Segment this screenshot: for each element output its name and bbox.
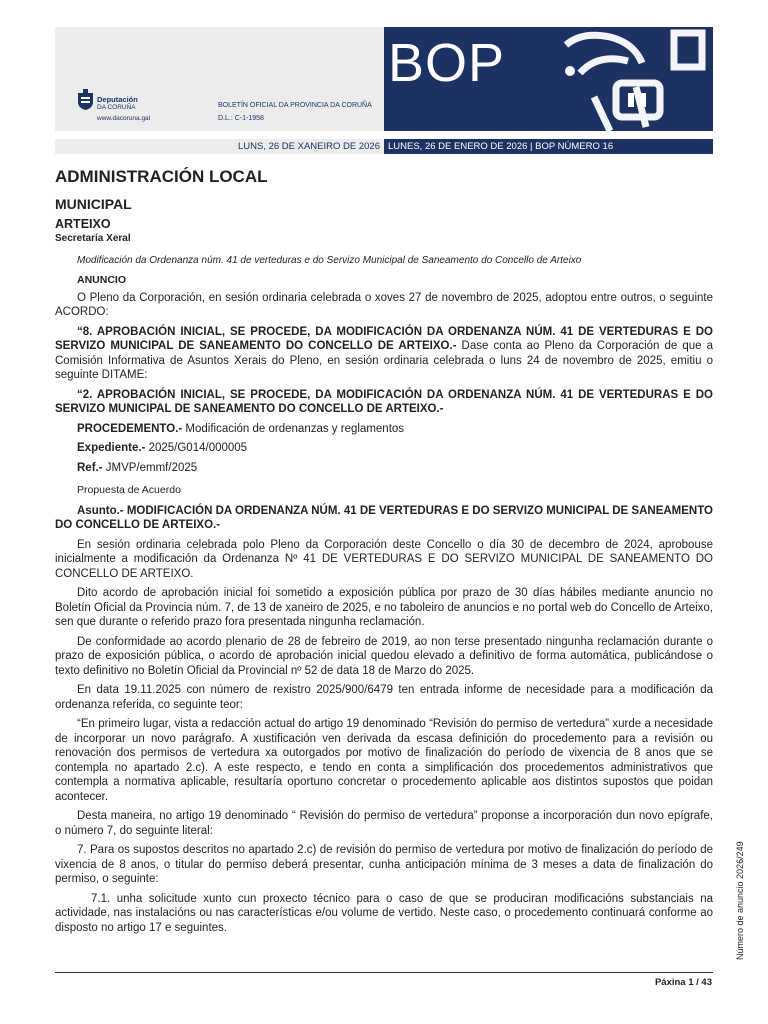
municipality-heading: ARTEIXO [55, 217, 111, 231]
field-line [55, 461, 713, 476]
paragraph-text: Dase conta ao Pleno da Corporación de que a Comisión Informativa de Asuntos Xerais do Pleno, en sesión ordinaria celebrada o luns 24 de novembro de 2025, emitiu o seguinte DITAME: [55, 340, 713, 381]
date-galician: LUNS, 26 DE XANEIRO DE 2026 [237, 141, 380, 152]
deputacion-shield-icon [77, 89, 94, 111]
opinion-title: “2. APROBACIÓN INICIAL, SE PROCEDE, DA MODIFICACIÓN DA ORDENANZA NÚM. 41 DE VERTEDURAS E DO SERVIZO MUNICIPAL DE SANEAMENTO DO CONCELLO DE ARTEIXO.- [55, 388, 713, 415]
announcement-number: Número de anuncio 2026/249 [735, 841, 745, 960]
paragraph: 7.1. unha solicitude xunto cun proxecto técnico para o caso de que se produciran modificacións substanciais na actividade, nas instalacións ou nas características e/ou volume de vertido. Neste caso, o procedemento continuará conforme ao disposto no artigo 17 e seguintes. [55, 892, 713, 934]
field-line [55, 422, 713, 437]
paragraph: Desta maneira, no artigo 19 denominado “ Revisión do permiso de vertedura” proponse a incorporación dun novo epígrafe, o número 7, do seguinte literal: [55, 810, 713, 837]
field-value: JMVP/emmf/2025 [102, 461, 198, 474]
page-number: Páxina 1 / 43 [654, 977, 712, 988]
field-line [55, 441, 713, 456]
department-heading: Secretaría Xeral [55, 233, 131, 244]
bop-title: BOP [388, 33, 506, 93]
paragraph: En sesión ordinaria celebrada polo Pleno da Corporación deste Concello o día 30 de decembro de 2024, aprobouse inicialmente a modificación da Ordenanza Nº 41 DE VERTEDURAS E DO SERVIZO MUNICIPAL DE SANEAMENTO DO CONCELLO DE ARTEIXO. [55, 538, 713, 580]
field-label: Ref.- [77, 461, 103, 474]
proposal-label: Propuesta de Acuerdo [77, 484, 181, 496]
subsection-heading: MUNICIPAL [55, 196, 132, 212]
field-label: Expediente.- [77, 442, 146, 454]
paragraph [55, 325, 713, 383]
subject-line: Asunto.- MODIFICACIÓN DA ORDENANZA NÚM. 41 DE VERTEDURAS E DO SERVIZO MUNICIPAL DE SANEAMENTO DO CONCELLO DE ARTEIXO.- [55, 504, 713, 531]
paragraph [55, 388, 713, 417]
paragraph: En data 19.11.2025 con número de rexistro 2025/900/6479 ten entrada informe de necesidade para a modificación da ordenanza referida, co seguinte teor: [55, 684, 713, 711]
logo-subtitle: DA CORUÑA [97, 104, 136, 111]
document-body [55, 166, 713, 940]
paragraph: 7. Para os supostos descritos no apartado 2.c) de revisión do permiso de vertedura por motivo de finalización do período de vixencia de 8 anos, o titular do permiso deberá presentar, cunha anticipación mínima de 3 meses a data de finalización do permiso, o seguinte: [55, 844, 713, 885]
announcement-subject: Modificación da Ordenanza núm. 41 de verteduras e do Servizo Municipal de Saneamento do Concello de Arteixo [77, 255, 582, 266]
section-heading: ADMINISTRACIÓN LOCAL [55, 167, 268, 186]
field-label: PROCEDEMENTO.- [77, 422, 183, 435]
field-value: Modificación de ordenanzas y reglamentos [182, 422, 405, 435]
boletin-title-spanish: BOLETÍN OFICIAL DE LA PROVINCIA DE A CORUÑA [384, 102, 555, 109]
field-value: 2025/G014/000005 [145, 442, 248, 454]
announcement-label: ANUNCIO [77, 274, 126, 286]
paragraph: De conformidade ao acordo plenario de 28 de febreiro de 2019, ao non terse presentado ningunha reclamación durante o prazo de exposición pública, o acordo de aprobación inicial quedou elevado a definitivo de forma automática, publicándose o texto definitivo no Boletín Oficial da Provincial nº 52 de data 18 de Marzo do 2025. [55, 635, 713, 677]
logo-name: Deputación [97, 95, 138, 104]
agreement-title: “8. APROBACIÓN INICIAL, SE PROCEDE, DA MODIFICACIÓN DA ORDENANZA NÚM. 41 DE VERTEDURAS E DO SERVIZO MUNICIPAL DE SANEAMENTO DO CONCELLO DE ARTEIXO.- [55, 325, 713, 352]
website-link[interactable]: www.dacoruna.gal [97, 115, 151, 122]
date-spanish-issue: LUNES, 26 DE ENERO DE 2026 | BOP NÚMERO 16 [388, 141, 614, 152]
deposito-legal: D.L.: C-1-1958 [218, 115, 264, 122]
boletin-title-galician: BOLETÍN OFICIAL DA PROVINCIA DA CORUÑA [218, 102, 372, 109]
paragraph: Dito acordo de aprobación inicial foi sometido a exposición pública por prazo de 30 días hábiles mediante anuncio no Boletín Oficial da Provincia núm. 7, de 13 de xaneiro de 2025, e no taboleiro de anuncios e no portal web do Concello de Arteixo, sen que durante o referido prazo fora presentada ningunha reclamación. [55, 587, 713, 628]
footer-divider [55, 972, 713, 973]
paragraph: O Pleno da Corporación, en sesión ordinaria celebrada o xoves 27 de novembro de 2025, adoptou entre outros, o seguinte ACORDO: [55, 291, 713, 318]
paragraph: “En primeiro lugar, vista a redacción actual do artigo 19 denominado “Revisión do permiso de vertedura” xurde a necesidade de incorporar un novo parágrafo. A xustificación ven derivada da escasa definición do procedemento para a revisión ou renovación dos permisos de vertedura xa outorgados por motivo de finalización do período de vixencia de 8 anos que se contempla no apartado 2.c). A este respecto, e tendo en conta a simplificación dos procedementos administrativos que contempla a normativa aplicable, resultaría oportuno concretar o procedemento aplicable aos distintos supostos que poidan acontecer. [55, 718, 713, 803]
